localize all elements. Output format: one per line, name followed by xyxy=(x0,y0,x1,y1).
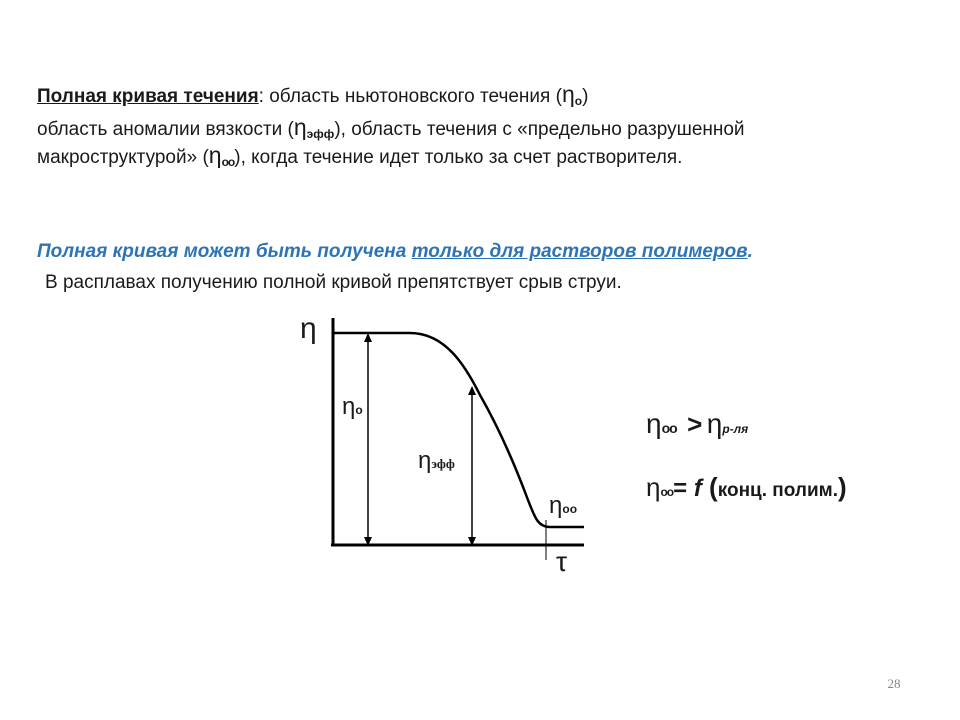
eta-eff-diagram-sub: эфф xyxy=(431,456,455,471)
period: . xyxy=(747,241,753,262)
relation1-sub2: р-ля xyxy=(722,422,749,436)
relation-inf-function xyxy=(646,472,847,503)
relation1-eta1: η xyxy=(646,408,662,439)
newtonian-region-text: область ньютоновского течения ( xyxy=(263,86,562,107)
eta-inf-symbol: η xyxy=(208,142,222,168)
macrostructure-text: макроструктурой» ( xyxy=(37,147,209,168)
eta-inf-diagram-sub: oo xyxy=(562,502,578,516)
x-axis-label: τ xyxy=(556,546,568,577)
flow-curve xyxy=(333,333,584,527)
relation2-f: f xyxy=(693,475,702,502)
eta-eff-diagram-eta: η xyxy=(418,447,432,474)
relation2-sub: oo xyxy=(660,485,674,499)
eta-eff-symbol: η xyxy=(293,114,307,140)
solvent-flow-text: ), когда течение идет только за счет растворителя. xyxy=(234,147,683,168)
relation2-paren-open: ( xyxy=(701,472,718,502)
eta-inf-subscript: oo xyxy=(221,155,235,169)
relation1-sub1: oo xyxy=(661,420,677,436)
destroyed-structure-text: ), область течения с «предельно разрушенной xyxy=(334,119,745,140)
page-number: 28 xyxy=(887,676,901,691)
relation2-paren-close: ) xyxy=(838,472,847,502)
relation-inf-greater-solvent xyxy=(646,408,748,440)
full-curve-statement: Полная кривая может быть получена xyxy=(37,241,412,262)
text-line-5: В расплавах получению полной кривой препятствует срыв струи. xyxy=(45,272,622,293)
eta-zero-arrow-head-top xyxy=(364,333,372,342)
y-axis-label: η xyxy=(300,312,317,345)
eta-zero-subscript: o xyxy=(574,94,583,108)
colon: : xyxy=(258,86,264,107)
close-paren: ) xyxy=(582,86,589,107)
eta-zero-diagram-eta: η xyxy=(342,393,356,420)
eta-inf-diagram-eta: η xyxy=(549,492,563,519)
eta-inf-diagram-label xyxy=(549,492,577,520)
relation2-eta: η xyxy=(646,472,661,502)
relation1-eta2: η xyxy=(706,408,723,439)
eta-zero-diagram-sub: o xyxy=(355,403,363,417)
polymer-solutions-link: только для растворов полимеров xyxy=(411,241,748,262)
eta-zero-diagram-label xyxy=(342,393,363,421)
heading-full-flow-curve: Полная кривая течения xyxy=(37,86,259,107)
anomaly-region-text: область аномалии вязкости ( xyxy=(37,119,294,140)
eta-zero-symbol: η xyxy=(561,81,575,107)
eta-eff-subscript: эфф xyxy=(306,127,335,141)
eta-eff-diagram-label xyxy=(418,447,455,475)
relation1-operator: > xyxy=(687,409,703,439)
relation2-equals: = xyxy=(673,475,694,502)
relation2-arg: конц. полим. xyxy=(717,480,838,501)
